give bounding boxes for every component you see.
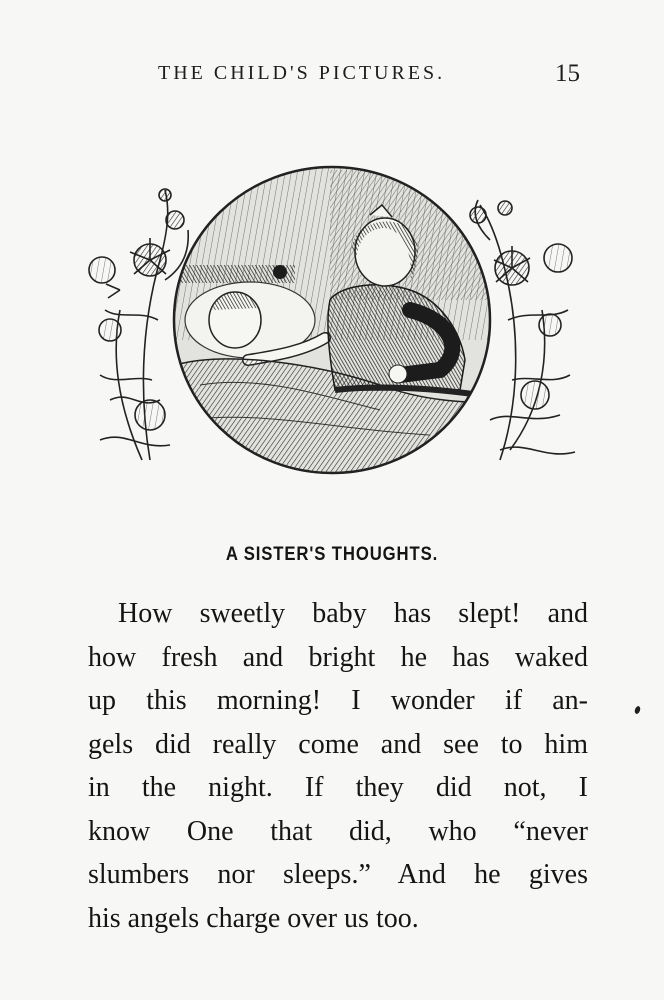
text-line: in the night. If they did not, I <box>88 772 588 803</box>
text-line: gels did really come and see to him <box>88 728 588 760</box>
text-line: up this morning! I wonder if an- <box>88 685 588 716</box>
text-line: How sweetly baby has slept! and <box>118 598 588 629</box>
roundel-scene <box>170 160 500 480</box>
ink-speck <box>634 705 641 714</box>
illustration-svg <box>80 160 585 495</box>
text-line: slumbers nor sleeps.” And he gives <box>88 859 588 890</box>
text-line: know One that did, who “never <box>88 815 588 847</box>
text-line: his angels charge over us too. <box>88 902 419 934</box>
text-line: how fresh and bright he has waked <box>88 641 588 673</box>
running-head <box>0 62 664 92</box>
body-paragraph <box>88 592 588 940</box>
page-number: 15 <box>555 60 580 87</box>
running-title: THE CHILD'S PICTURES. <box>158 62 446 84</box>
engraved-illustration <box>80 160 585 495</box>
section-heading: A SISTER'S THOUGHTS. <box>225 544 439 565</box>
